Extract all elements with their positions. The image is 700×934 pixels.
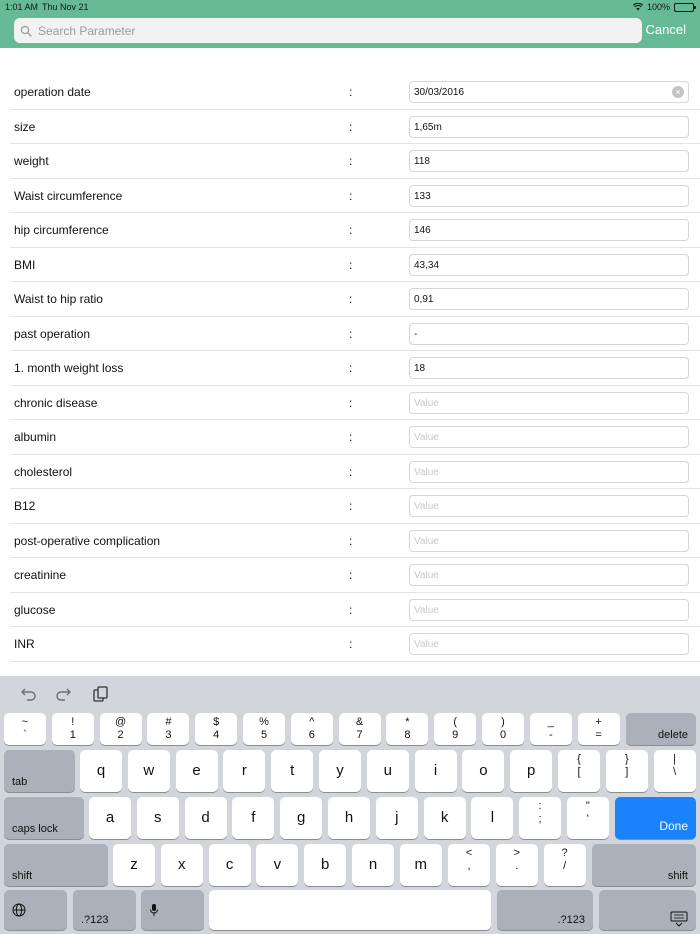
key-shift-char: : <box>538 800 542 812</box>
parameter-value-input[interactable] <box>410 531 660 551</box>
parameter-value-input[interactable] <box>410 290 660 310</box>
key-char: 7 <box>356 729 363 741</box>
search-input[interactable] <box>38 24 618 38</box>
key-label: y <box>336 762 344 779</box>
key-char: 3 <box>165 729 172 741</box>
parameter-row <box>0 317 700 352</box>
key-letter[interactable] <box>80 750 122 792</box>
parameter-value-field[interactable] <box>409 323 689 345</box>
key-char: 8 <box>404 729 411 741</box>
key-label: f <box>251 809 256 826</box>
parameter-row <box>0 489 700 524</box>
key-letter[interactable] <box>510 750 552 792</box>
key-label: z <box>130 856 138 873</box>
parameter-value-field[interactable] <box>409 426 689 448</box>
key-letter[interactable] <box>400 844 442 886</box>
separator-colon: : <box>349 361 353 375</box>
key-symbol[interactable] <box>339 713 381 745</box>
key-letter[interactable] <box>328 797 370 839</box>
key-label: delete <box>658 729 688 741</box>
key-char: 5 <box>260 729 268 741</box>
numbers-key-left[interactable] <box>73 890 136 930</box>
key-label: u <box>383 762 392 779</box>
parameter-label: glucose <box>14 602 56 617</box>
parameter-value-field[interactable] <box>409 392 689 414</box>
key-symbol[interactable] <box>4 713 46 745</box>
key-symbol[interactable] <box>654 750 696 792</box>
parameter-value-field[interactable] <box>409 150 689 172</box>
separator-colon: : <box>349 188 353 203</box>
key-char: , <box>467 860 471 872</box>
key-letter[interactable] <box>462 750 504 792</box>
globe-icon <box>12 903 26 917</box>
key-symbol[interactable] <box>606 750 648 792</box>
parameter-row <box>0 420 700 455</box>
key-shift-char: $ <box>213 716 220 728</box>
key-label: .?123 <box>81 914 109 926</box>
key-char: 2 <box>117 729 124 741</box>
parameter-label: B12 <box>14 499 36 513</box>
key-shift-char: ! <box>71 716 75 728</box>
battery-icon <box>674 3 694 12</box>
key-shift-char: < <box>465 847 473 859</box>
parameter-row <box>0 213 700 248</box>
key-char: 4 <box>213 729 220 741</box>
key-letter[interactable] <box>415 750 457 792</box>
parameter-row <box>0 248 700 283</box>
key-label: k <box>440 809 449 826</box>
separator-colon: : <box>349 533 353 548</box>
parameter-value-field[interactable] <box>409 461 689 483</box>
key-symbol[interactable] <box>567 797 609 839</box>
parameter-row <box>0 75 700 110</box>
key-char: ` <box>23 729 27 741</box>
tab-key[interactable] <box>4 750 75 792</box>
key-label: caps lock <box>12 823 58 835</box>
key-shift-char: " <box>585 800 590 812</box>
key-label: q <box>96 762 106 779</box>
parameter-value-input[interactable] <box>410 600 660 620</box>
shift-key-right[interactable] <box>592 844 696 886</box>
battery-percent: 100% <box>646 2 670 12</box>
separator-colon: : <box>349 223 353 237</box>
key-shift-char: ) <box>501 716 505 728</box>
key-symbol[interactable] <box>496 844 538 886</box>
key-label: shift <box>12 870 33 882</box>
key-symbol[interactable] <box>558 750 600 792</box>
key-shift-char: @ <box>115 716 127 728</box>
key-char: ; <box>538 813 542 825</box>
parameter-label: chronic disease <box>14 395 98 410</box>
separator-colon: : <box>349 499 353 513</box>
key-letter[interactable] <box>185 797 227 839</box>
key-letter[interactable] <box>128 750 170 792</box>
key-label: shift <box>667 870 688 882</box>
key-char: = <box>595 729 602 741</box>
parameter-value-field[interactable] <box>409 116 689 138</box>
key-label: r <box>241 762 247 779</box>
key-char: ] <box>625 766 629 778</box>
key-label: .?123 <box>557 914 585 926</box>
parameter-value-field[interactable] <box>409 633 689 655</box>
key-shift-char: > <box>513 847 521 859</box>
parameter-row <box>0 558 700 593</box>
keyboard-dismiss-icon <box>670 911 688 927</box>
shift-key-left[interactable] <box>4 844 108 886</box>
key-char: - <box>548 729 553 741</box>
clear-icon[interactable]: × <box>672 86 684 98</box>
key-symbol[interactable] <box>291 713 333 745</box>
key-shift-char: ( <box>453 716 458 728</box>
key-char: 1 <box>69 729 76 741</box>
key-symbol[interactable] <box>100 713 142 745</box>
parameter-row <box>0 351 700 386</box>
status-time: 1:01 AM <box>5 2 39 12</box>
key-letter[interactable] <box>89 797 131 839</box>
key-char: 6 <box>308 729 315 741</box>
parameter-value-input[interactable] <box>410 566 660 586</box>
key-letter[interactable] <box>271 750 313 792</box>
key-letter[interactable] <box>319 750 361 792</box>
parameter-value-input[interactable] <box>410 462 660 482</box>
key-label: w <box>143 762 155 779</box>
separator-colon: : <box>349 568 353 582</box>
key-symbol[interactable] <box>434 713 476 745</box>
globe-key[interactable] <box>4 890 67 930</box>
parameter-label: past operation <box>14 326 91 341</box>
caps-lock-key[interactable] <box>4 797 84 839</box>
parameter-row <box>0 179 700 214</box>
parameter-row <box>0 455 700 490</box>
key-label: tab <box>12 776 28 788</box>
key-label: o <box>479 762 488 779</box>
separator-colon: : <box>349 637 353 651</box>
parameter-label: Waist to hip ratio <box>14 292 103 306</box>
parameter-label: hip circumference <box>14 223 109 237</box>
parameter-label: cholesterol <box>14 464 73 479</box>
separator-colon: : <box>349 395 353 410</box>
parameter-row <box>0 144 700 179</box>
status-right <box>633 2 694 12</box>
key-char: 9 <box>452 729 459 741</box>
key-symbol[interactable] <box>386 713 428 745</box>
search-icon <box>20 25 32 37</box>
undo-icon[interactable] <box>19 686 37 702</box>
key-letter[interactable] <box>304 844 346 886</box>
key-char: / <box>563 860 567 872</box>
on-screen-keyboard <box>0 676 700 934</box>
key-letter[interactable] <box>232 797 274 839</box>
key-shift-char: } <box>624 753 629 765</box>
key-label: x <box>178 856 186 873</box>
key-letter[interactable] <box>424 797 466 839</box>
key-symbol[interactable] <box>530 713 572 745</box>
key-shift-char: _ <box>547 716 554 728</box>
key-letter[interactable] <box>376 797 418 839</box>
parameter-label: INR <box>14 637 35 651</box>
separator-colon: : <box>349 430 353 444</box>
keyboard-toolbar <box>0 676 700 712</box>
parameter-value-input[interactable] <box>410 635 660 655</box>
key-letter[interactable] <box>113 844 155 886</box>
parameter-value-field[interactable] <box>409 185 689 207</box>
key-label: e <box>192 762 201 779</box>
parameter-value-field[interactable] <box>409 219 689 241</box>
key-shift-char: { <box>577 753 581 765</box>
key-char: [ <box>577 766 581 778</box>
parameter-value-field[interactable] <box>409 357 689 379</box>
key-letter[interactable] <box>161 844 203 886</box>
parameter-value-field[interactable] <box>409 599 689 621</box>
key-symbol[interactable] <box>544 844 586 886</box>
key-char: ' <box>586 813 589 825</box>
parameter-list <box>0 75 700 662</box>
key-label: g <box>297 809 306 826</box>
key-shift-char: + <box>595 716 602 728</box>
parameter-value-input[interactable] <box>410 324 660 344</box>
key-label: a <box>105 809 115 826</box>
key-symbol[interactable] <box>448 844 490 886</box>
key-letter[interactable] <box>137 797 179 839</box>
key-shift-char: ? <box>561 847 568 859</box>
separator-colon: : <box>349 292 353 306</box>
key-label: Done <box>659 819 688 833</box>
key-symbol[interactable] <box>52 713 94 745</box>
wifi-icon <box>633 3 643 11</box>
parameter-value-input[interactable] <box>410 152 660 172</box>
done-key[interactable] <box>615 797 696 839</box>
key-letter[interactable] <box>256 844 298 886</box>
parameter-label: creatinine <box>14 568 67 582</box>
separator-colon: : <box>349 154 353 168</box>
status-date: Thu Nov 21 <box>42 2 89 12</box>
key-letter[interactable] <box>223 750 265 792</box>
hide-keyboard-key[interactable] <box>599 890 696 930</box>
parameter-value-field[interactable] <box>409 564 689 586</box>
parameter-label: operation date <box>14 85 91 99</box>
parameter-label: weight <box>14 154 49 168</box>
parameter-row <box>0 386 700 421</box>
key-letter[interactable] <box>471 797 513 839</box>
parameter-value-field[interactable] <box>409 81 689 103</box>
paste-icon[interactable] <box>92 686 110 702</box>
key-shift-char: # <box>165 716 172 728</box>
key-letter[interactable] <box>280 797 322 839</box>
parameter-label: post-operative complication <box>14 533 161 548</box>
parameter-row <box>0 627 700 662</box>
key-label: i <box>433 762 438 779</box>
redo-icon[interactable] <box>55 686 73 702</box>
key-label: n <box>368 856 378 873</box>
key-label: j <box>395 809 399 826</box>
key-letter[interactable] <box>367 750 409 792</box>
parameter-label: 1. month weight loss <box>14 361 124 375</box>
numbers-key-right[interactable] <box>497 890 593 930</box>
parameter-value-field[interactable] <box>409 495 689 517</box>
parameter-label: Waist circumference <box>14 188 123 203</box>
key-letter[interactable] <box>176 750 218 792</box>
key-symbol[interactable] <box>519 797 561 839</box>
parameter-value-field[interactable] <box>409 530 689 552</box>
parameter-row <box>0 524 700 559</box>
parameter-value-input[interactable] <box>410 186 660 206</box>
key-symbol[interactable] <box>482 713 524 745</box>
key-shift-char: ^ <box>309 716 315 728</box>
separator-colon: : <box>349 85 353 99</box>
key-letter[interactable] <box>352 844 394 886</box>
cancel-button[interactable]: Cancel <box>645 22 686 37</box>
parameter-label: albumin <box>14 430 57 444</box>
key-char: . <box>515 860 519 872</box>
key-symbol[interactable] <box>195 713 237 745</box>
parameter-value-input[interactable] <box>410 428 660 448</box>
status-bar <box>0 0 700 13</box>
parameter-value-input[interactable] <box>410 497 660 517</box>
space-key[interactable] <box>209 890 491 930</box>
navigation-bar <box>0 0 700 48</box>
parameter-value-field[interactable] <box>409 254 689 276</box>
key-label: m <box>414 856 428 873</box>
parameter-value-input[interactable] <box>410 255 660 275</box>
key-label: h <box>344 809 354 826</box>
key-label: v <box>273 856 282 873</box>
key-shift-char: & <box>355 716 364 728</box>
separator-colon: : <box>349 119 353 134</box>
parameter-value-input[interactable] <box>410 117 660 137</box>
key-symbol[interactable] <box>243 713 285 745</box>
parameter-label: size <box>14 119 36 134</box>
key-char: 0 <box>499 729 507 741</box>
parameter-value-input[interactable] <box>410 359 660 379</box>
key-label: p <box>527 762 536 779</box>
dictation-key[interactable] <box>141 890 204 930</box>
key-shift-char: % <box>259 716 269 728</box>
key-letter[interactable] <box>209 844 251 886</box>
parameter-row <box>0 593 700 628</box>
key-symbol[interactable] <box>578 713 620 745</box>
parameter-value-field[interactable] <box>409 288 689 310</box>
key-symbol[interactable] <box>147 713 189 745</box>
parameter-row <box>0 282 700 317</box>
key-label: l <box>490 809 495 826</box>
separator-colon: : <box>349 257 353 272</box>
delete-key[interactable] <box>626 713 696 745</box>
key-char: \ <box>673 766 677 778</box>
parameter-label: BMI <box>14 257 36 272</box>
parameter-value-input[interactable] <box>410 393 660 413</box>
key-shift-char: ~ <box>21 716 29 728</box>
key-label: c <box>225 856 234 873</box>
parameter-value-input[interactable] <box>410 221 660 241</box>
microphone-icon <box>149 903 159 917</box>
separator-colon: : <box>349 602 353 617</box>
key-label: s <box>154 809 162 826</box>
key-shift-char: | <box>673 753 677 765</box>
key-label: b <box>321 856 330 873</box>
parameter-value-input[interactable] <box>410 83 660 103</box>
key-shift-char: * <box>405 716 410 728</box>
separator-colon: : <box>349 464 353 479</box>
parameter-row <box>0 110 700 145</box>
search-bar[interactable] <box>14 18 642 43</box>
separator-colon: : <box>349 326 353 341</box>
key-label: t <box>290 762 295 779</box>
key-label: d <box>201 809 210 826</box>
